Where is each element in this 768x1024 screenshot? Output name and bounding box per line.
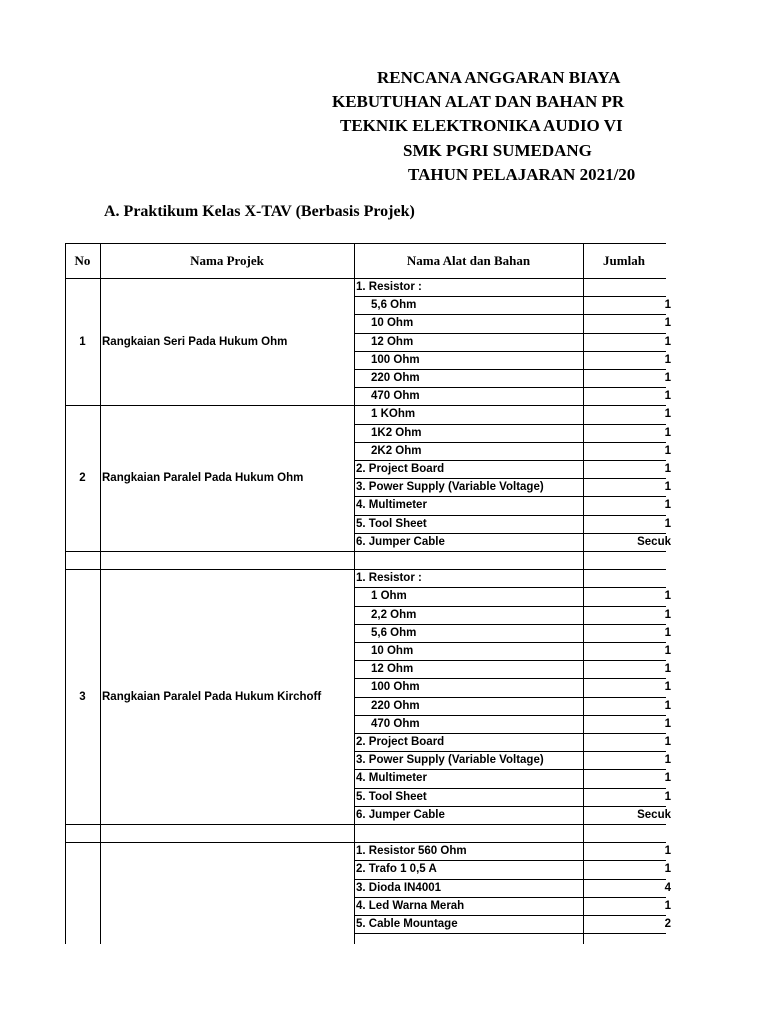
- material-item: 12 Ohm: [371, 663, 414, 676]
- grid-line: [65, 551, 666, 552]
- material-item: 2. Trafo 1 0,5 A: [356, 863, 437, 876]
- material-item: 3. Dioda IN4001: [356, 881, 442, 894]
- grid-line: [65, 824, 666, 825]
- material-item: 1 Ohm: [371, 590, 407, 603]
- material-item: 220 Ohm: [371, 372, 420, 385]
- material-quantity: 1: [664, 299, 671, 312]
- material-quantity: 1: [664, 608, 671, 621]
- material-quantity: [583, 569, 673, 587]
- material-quantity: 1: [664, 481, 671, 494]
- material-item: 1. Resistor :: [356, 572, 422, 585]
- material-quantity: 1: [664, 590, 671, 603]
- header-line-1: RENCANA ANGGARAN BIAYA: [377, 68, 621, 87]
- material-item: 10 Ohm: [371, 317, 414, 330]
- grid-line: [65, 243, 66, 944]
- grid-line: [354, 933, 666, 934]
- material-quantity: 1: [664, 845, 671, 858]
- header-line-4: SMK PGRI SUMEDANG: [403, 141, 592, 160]
- material-quantity: 1: [664, 699, 671, 712]
- column-header-no: No: [74, 252, 91, 268]
- project-number: [65, 842, 100, 933]
- material-item: 5,6 Ohm: [371, 626, 417, 639]
- material-item: 3. Power Supply (Variable Voltage): [356, 754, 544, 767]
- material-quantity: 1: [664, 663, 671, 676]
- material-quantity: 1: [664, 772, 671, 785]
- material-item: 2. Project Board: [356, 736, 445, 749]
- project-number: 3: [79, 690, 86, 703]
- material-item: 3. Power Supply (Variable Voltage): [356, 481, 544, 494]
- header-line-5: TAHUN PELAJARAN 2021/20: [408, 165, 636, 184]
- section-title: A. Praktikum Kelas X-TAV (Berbasis Projek): [104, 203, 415, 220]
- budget-table: [65, 243, 671, 1003]
- material-item: 2K2 Ohm: [371, 444, 422, 457]
- material-item: 4. Multimeter: [356, 499, 427, 512]
- material-item: 1 KOhm: [371, 408, 416, 421]
- material-item: 5,6 Ohm: [371, 299, 417, 312]
- column-header-quantity: Jumlah: [603, 252, 645, 268]
- material-quantity: Secuk: [637, 535, 671, 548]
- material-quantity: 1: [664, 645, 671, 658]
- material-item: 4. Multimeter: [356, 772, 427, 785]
- material-quantity: [583, 278, 673, 296]
- material-item: 470 Ohm: [371, 390, 420, 403]
- material-item: 6. Jumper Cable: [356, 535, 445, 548]
- material-quantity: Secuk: [637, 808, 671, 821]
- material-item: 6. Jumper Cable: [356, 808, 445, 821]
- material-quantity: 1: [664, 717, 671, 730]
- material-quantity: 1: [664, 317, 671, 330]
- project-number: 2: [79, 472, 86, 485]
- material-item: 5. Tool Sheet: [356, 790, 427, 803]
- material-quantity: 1: [664, 463, 671, 476]
- material-item: 1. Resistor :: [356, 281, 422, 294]
- material-quantity: 1: [664, 499, 671, 512]
- material-quantity: 1: [664, 372, 671, 385]
- material-quantity: 1: [664, 754, 671, 767]
- material-quantity: 4: [664, 881, 671, 894]
- grid-line: [583, 243, 584, 944]
- project-number: 1: [79, 335, 86, 348]
- grid-line: [65, 243, 666, 244]
- material-quantity: 2: [664, 918, 671, 931]
- material-item: 2,2 Ohm: [371, 608, 417, 621]
- project-name: [100, 842, 354, 933]
- material-quantity: 1: [664, 426, 671, 439]
- material-item: 5. Tool Sheet: [356, 517, 427, 530]
- material-quantity: 1: [664, 626, 671, 639]
- column-header-materials: Nama Alat dan Bahan: [406, 252, 531, 268]
- material-quantity: 1: [664, 517, 671, 530]
- material-quantity: 1: [664, 390, 671, 403]
- material-item: 1K2 Ohm: [371, 426, 422, 439]
- material-item: 4. Led Warna Merah: [356, 899, 465, 912]
- grid-line: [100, 243, 101, 944]
- project-name: Rangkaian Paralel Pada Hukum Ohm: [102, 472, 304, 485]
- header-line-2: KEBUTUHAN ALAT DAN BAHAN PR: [332, 92, 625, 111]
- material-quantity: 1: [664, 681, 671, 694]
- material-item: 5. Cable Mountage: [356, 918, 458, 931]
- material-item: 2. Project Board: [356, 463, 445, 476]
- material-quantity: 1: [664, 335, 671, 348]
- material-quantity: 1: [664, 899, 671, 912]
- material-item: 100 Ohm: [371, 353, 420, 366]
- material-item: 100 Ohm: [371, 681, 420, 694]
- material-item: 10 Ohm: [371, 645, 414, 658]
- material-item: 12 Ohm: [371, 335, 414, 348]
- material-item: 1. Resistor 560 Ohm: [356, 845, 467, 858]
- material-item: 220 Ohm: [371, 699, 420, 712]
- material-quantity: 1: [664, 444, 671, 457]
- material-quantity: 1: [664, 790, 671, 803]
- project-name: Rangkaian Paralel Pada Hukum Kirchoff: [102, 690, 322, 703]
- column-header-project: Nama Projek: [190, 252, 264, 268]
- material-item: 470 Ohm: [371, 717, 420, 730]
- header-line-3: TEKNIK ELEKTRONIKA AUDIO VI: [340, 116, 623, 135]
- project-name: Rangkaian Seri Pada Hukum Ohm: [102, 335, 288, 348]
- material-quantity: 1: [664, 408, 671, 421]
- material-quantity: 1: [664, 736, 671, 749]
- grid-line: [354, 243, 355, 944]
- material-quantity: 1: [664, 863, 671, 876]
- material-quantity: 1: [664, 353, 671, 366]
